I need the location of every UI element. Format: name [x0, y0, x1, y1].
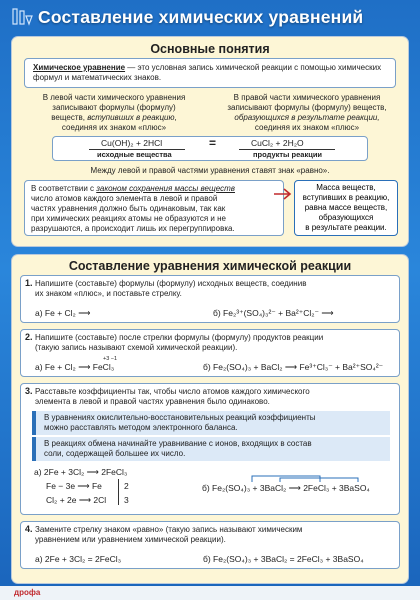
- basics-panel: [12, 37, 408, 246]
- step-1-box: [20, 275, 400, 323]
- arrow-right-icon: [274, 187, 296, 201]
- balance-divider: [118, 479, 119, 505]
- redox-note: [32, 411, 390, 435]
- step-3-line: Расставьте коэффициенты так, чтобы число атомов каждого химического: [35, 387, 310, 396]
- reactants-label: исходные вещества: [97, 150, 172, 159]
- left-part-line: В левой части химического уравнения: [42, 93, 186, 102]
- left-part-line: соединяя их знаком «плюс»: [61, 123, 167, 132]
- definition-box: [24, 58, 396, 88]
- right-part-text: [212, 93, 402, 133]
- left-part-line: записывают формулы (формулу): [52, 103, 176, 112]
- right-part-line: записывают формулы (формулу) веществ,: [227, 103, 387, 112]
- callout-line: Масса веществ,: [316, 183, 376, 192]
- step-2-line: Напишите (составьте) после стрелки формулы (формулу) продуктов реакции: [35, 333, 324, 342]
- equation-right: CuCl₂ + 2H₂O: [251, 138, 304, 148]
- callout-line: в результате реакции.: [305, 223, 387, 232]
- exchange-note-line: соли, содержащей большее их число.: [44, 449, 186, 458]
- callout-line: образующихся: [318, 213, 374, 222]
- redox-note-line: В уравнениях окислительно-восстановительных реакций коэффициенты: [44, 413, 316, 422]
- mass-law-box: [24, 180, 284, 236]
- step-1-line: Напишите (составьте) формулы (формулу) исходных веществ, соединив: [35, 279, 307, 288]
- page-title: Составление химических уравнений: [38, 6, 364, 27]
- balance-line-1: Fe − 3e ⟶ Fe: [46, 481, 102, 491]
- ion-arrows-icon: [250, 473, 370, 483]
- step-2-box: [20, 329, 400, 377]
- compose-panel: [12, 255, 408, 583]
- step-3-eq-a: а) 2Fe + 3Cl₂ ⟶ 2FeCl₃: [34, 467, 128, 477]
- publisher-logo: дрофа: [14, 588, 41, 597]
- step-3-number: 3.: [25, 386, 33, 396]
- right-part-line: образующихся в результате реакции,: [234, 113, 380, 122]
- exchange-note: [32, 437, 390, 461]
- step-4-eq-b: б) Fe₂(SO₄)₃ + 3BaCl₂ = 2FeCl₃ + 3BaSO₄: [203, 554, 364, 564]
- step-1-number: 1.: [25, 278, 33, 288]
- law-line: число атомов каждого элемента в левой и правой: [31, 194, 218, 203]
- step-2-eq-a: а) Fe + Cl₂ ⟶ FeCl₃: [35, 362, 115, 372]
- right-part-line: соединяя их знаком «плюс»: [254, 123, 360, 132]
- balance-line-2: Cl₂ + 2e ⟶ 2Cl: [46, 495, 107, 505]
- step-1-eq-b: б) Fe₂³⁺(SO₄)₃²⁻ + Ba²⁺Cl₂⁻ ⟶: [213, 308, 334, 318]
- equals-note: Между левой и правой частями уравнения ставят знак «равно».: [90, 166, 330, 175]
- step-4-line: уравнением или уравнением химической реакции).: [35, 535, 226, 544]
- left-part-line: веществ, вступивших в реакцию,: [51, 113, 177, 122]
- step-1-line: их знаком «плюс», и поставьте стрелку.: [35, 289, 182, 298]
- step-2-number: 2.: [25, 332, 33, 342]
- definition-text: — это условная запись химической реакции с помощью химических формул и математических знаков.: [33, 63, 382, 82]
- callout-line: равна массе веществ,: [304, 203, 388, 212]
- step-4-box: [20, 521, 400, 569]
- balance-coef-1: 2: [124, 481, 129, 491]
- step-4-eq-a: а) 2Fe + 3Cl₂ = 2FeCl₃: [35, 554, 122, 564]
- left-part-text: [20, 93, 208, 133]
- compose-title: Составление уравнения химической реакции: [68, 259, 352, 273]
- equation-left: Cu(OH)₂ + 2HCl: [101, 138, 163, 148]
- callout-line: вступивших в реакцию,: [302, 193, 390, 202]
- law-line: частях уравнения должно быть одинаковым, так как: [31, 204, 226, 213]
- products-label: продукты реакции: [253, 150, 323, 159]
- step-2-line: (такую запись называют схемой химической реакции).: [35, 343, 238, 352]
- basics-title: Основные понятия: [150, 42, 270, 56]
- mass-callout: [294, 180, 398, 236]
- law-line: В соответствии с законом сохранения массы веществ: [31, 184, 235, 193]
- balance-coef-2: 3: [124, 495, 129, 505]
- step-2-eq-b: б) Fe₂(SO₄)₃ + BaCl₂ ⟶ Fe³⁺Cl₃⁻ + Ba²⁺SO₄²⁻: [203, 362, 384, 372]
- step-3-eq-b: б) Fe₂(SO₄)₃ + 3BaCl₂ ⟶ 2FeCl₃ + 3BaSO₄: [202, 483, 370, 493]
- equation-equals: =: [209, 136, 217, 150]
- step-2-charges: +3 −1: [103, 356, 118, 362]
- example-equation-box: [52, 136, 368, 161]
- law-line: при химических реакциях атомы не образуются и не: [31, 214, 226, 223]
- footer: [0, 586, 420, 600]
- step-4-number: 4.: [25, 524, 33, 534]
- right-part-line: В правой части химического уравнения: [233, 93, 381, 102]
- step-3-line: элемента в левой и правой частях уравнения было одинаково.: [35, 397, 270, 406]
- exchange-note-line: В реакциях обмена начинайте уравнивание с ионов, входящих в состав: [44, 439, 312, 448]
- definition-term: Химическое уравнение: [33, 63, 126, 72]
- law-line: разрушаются, а происходит лишь их перегруппировка.: [31, 224, 235, 233]
- redox-note-line: можно расставлять методом электронного баланса.: [44, 423, 238, 432]
- flask-icon: [4, 0, 38, 34]
- step-4-line: Замените стрелку знаком «равно» (такую запись называют химическим: [35, 525, 303, 534]
- step-1-eq-a: а) Fe + Cl₂ ⟶: [35, 308, 91, 318]
- header: [0, 0, 420, 34]
